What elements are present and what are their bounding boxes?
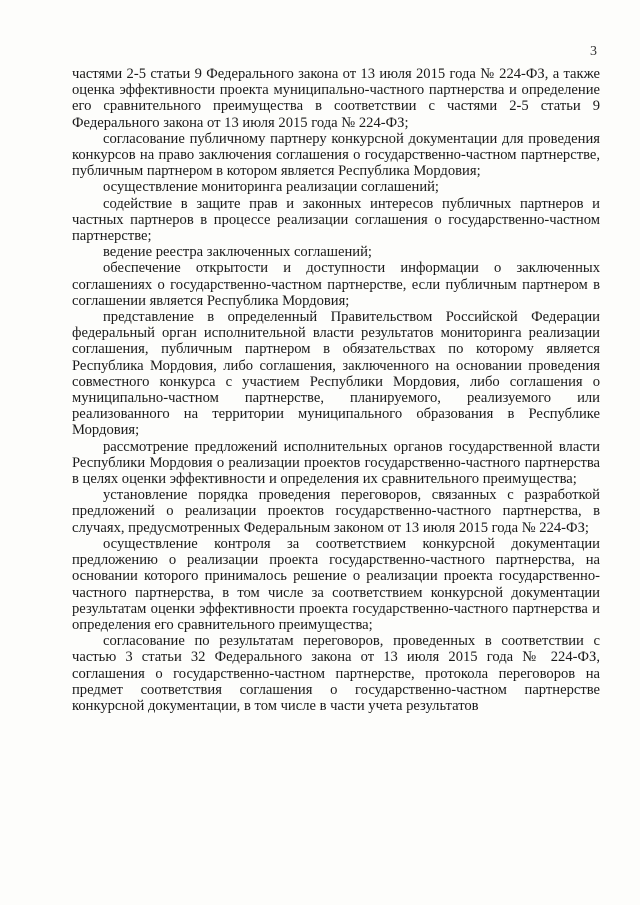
page-number: 3 [590,44,597,59]
paragraph: обеспечение открытости и доступности информации о заключенных соглашениях о государственно-частном партнерстве, если публичным партнером в соглашении является Республика Мордовия; [72,260,600,309]
paragraph: содействие в защите прав и законных интересов публичных партнеров и частных партнеров в процессе реализации соглашения о государственно-частном партнерстве; [72,195,600,245]
paragraph-continuation: частями 2-5 статьи 9 Федерального закона от 13 июля 2015 года № 224-ФЗ, а также оценка эффективности проекта муниципально-частного партнерства и определение его сравнительного преимущества в соответствии с частями 2-5 статьи 9 Федерального закона от 13 июля 2015 года № 224-ФЗ; [72,66,600,131]
paragraph: согласование по результатам переговоров, проведенных в соответствии с частью 3 статьи 32 Федерального закона от 13 июля 2015 года № 224-ФЗ, соглашения о государственно-частном партнерстве, протокола переговоров на предмет соответствия соглашения о государственно-частном партнерстве конкурсной документации, в том числе в части учета результатов [72,633,600,714]
paragraph: осуществление контроля за соответствием конкурсной документации предложению о реализации проекта государственно-частного партнерства, на основании которого принималось решение о реализации проекта государственно-частного партнерства, в том числе за соответствием конкурсной документации результатам оценки эффективности проекта государственно-частного партнерства и определения его сравнительного преимущества; [72,535,600,633]
document-body [72,66,600,714]
paragraph: ведение реестра заключенных соглашений; [103,244,372,261]
paragraph: рассмотрение предложений исполнительных органов государственной власти Республики Мордовия о реализации проектов государственно-частного партнерства в целях оценки эффективности и определения их сравнительного преимущества; [72,438,600,488]
paragraph: согласование публичному партнеру конкурсной документации для проведения конкурсов на право заключения соглашения о государственно-частном партнерстве, публичным партнером в котором является Республика Мордовия; [72,130,600,180]
paragraph: установление порядка проведения переговоров, связанных с разработкой предложений о реализации проектов государственно-частного партнерства, в случаях, предусмотренных Федеральным законом от 13 июля 2015 года № 224-ФЗ; [72,487,600,536]
paragraph: осуществление мониторинга реализации соглашений; [103,179,439,196]
paragraph: представление в определенный Правительством Российской Федерации федеральный орган исполнительной власти результатов мониторинга реализации соглашения, публичным партнером в обязательствах по которому является Республика Мордовия, либо соглашения, заключенного на основании проведения совместного конкурса с участием Республики Мордовия, либо соглашения о муниципально-частном партнерстве, планируемого, реализуемого или реализованного на территории муниципального образования в Республике Мордовия; [72,309,600,439]
